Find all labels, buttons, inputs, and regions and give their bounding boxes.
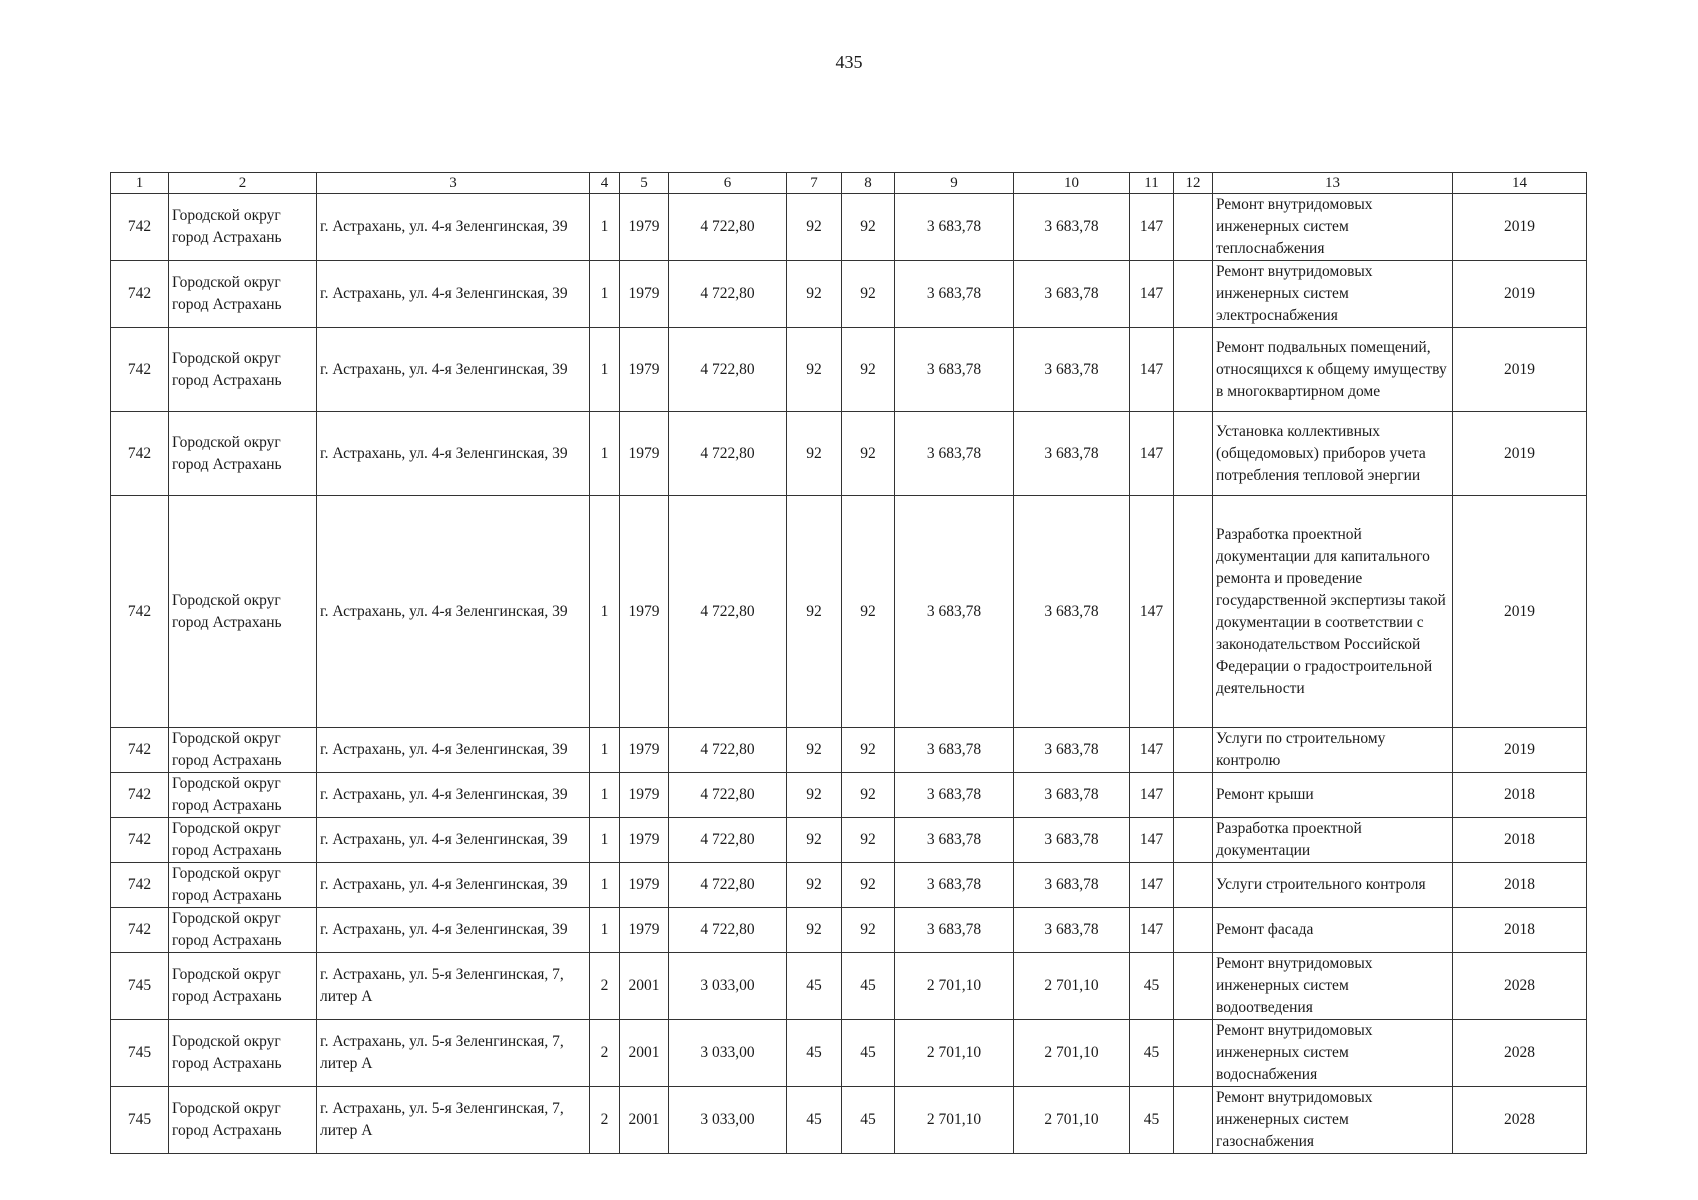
cell-year: 1979	[620, 194, 669, 261]
cell-work-type: Ремонт подвальных помещений, относящихся к общему имуществу в многоквартирном доме	[1213, 328, 1453, 412]
cell-col-8: 92	[842, 728, 895, 773]
cell-year: 1979	[620, 908, 669, 953]
cell-address: г. Астрахань, ул. 4-я Зеленгинская, 39	[317, 496, 590, 728]
cell-planned-year: 2018	[1453, 908, 1587, 953]
cell-col-6: 4 722,80	[669, 412, 787, 496]
cell-municipality: Городской округ город Астрахань	[169, 908, 317, 953]
column-header: 10	[1014, 173, 1130, 194]
cell-municipality: Городской округ город Астрахань	[169, 194, 317, 261]
cell-col-7: 92	[787, 496, 842, 728]
cell-col-4: 2	[590, 1087, 620, 1154]
column-header: 12	[1174, 173, 1213, 194]
cell-col-10: 3 683,78	[1014, 773, 1130, 818]
cell-record-number: 742	[111, 412, 169, 496]
cell-planned-year: 2019	[1453, 728, 1587, 773]
cell-col-11: 45	[1130, 1020, 1174, 1087]
cell-col-12	[1174, 1087, 1213, 1154]
cell-work-type: Разработка проектной документации для капитального ремонта и проведение государственной экспертизы такой документации в соответствии с законодательством Российской Федерации о градостроительной деятельности	[1213, 496, 1453, 728]
cell-record-number: 745	[111, 1020, 169, 1087]
cell-planned-year: 2028	[1453, 1020, 1587, 1087]
column-header: 11	[1130, 173, 1174, 194]
cell-col-7: 92	[787, 194, 842, 261]
cell-col-6: 3 033,00	[669, 953, 787, 1020]
column-header: 13	[1213, 173, 1453, 194]
cell-municipality: Городской округ город Астрахань	[169, 328, 317, 412]
cell-col-7: 92	[787, 908, 842, 953]
table-row	[111, 863, 1587, 908]
column-header: 5	[620, 173, 669, 194]
column-header: 6	[669, 173, 787, 194]
cell-col-4: 2	[590, 953, 620, 1020]
cell-col-6: 3 033,00	[669, 1087, 787, 1154]
cell-address: г. Астрахань, ул. 4-я Зеленгинская, 39	[317, 908, 590, 953]
cell-col-8: 92	[842, 908, 895, 953]
cell-col-10: 3 683,78	[1014, 728, 1130, 773]
capital-repair-table	[110, 172, 1587, 1154]
cell-record-number: 742	[111, 496, 169, 728]
cell-col-9: 3 683,78	[895, 863, 1014, 908]
cell-col-4: 1	[590, 412, 620, 496]
cell-record-number: 742	[111, 908, 169, 953]
cell-municipality: Городской округ город Астрахань	[169, 863, 317, 908]
cell-col-4: 1	[590, 194, 620, 261]
cell-record-number: 742	[111, 773, 169, 818]
cell-col-9: 2 701,10	[895, 953, 1014, 1020]
cell-planned-year: 2018	[1453, 863, 1587, 908]
table-row	[111, 1087, 1587, 1154]
cell-record-number: 742	[111, 728, 169, 773]
cell-col-6: 4 722,80	[669, 773, 787, 818]
cell-address: г. Астрахань, ул. 4-я Зеленгинская, 39	[317, 818, 590, 863]
cell-col-9: 3 683,78	[895, 194, 1014, 261]
cell-municipality: Городской округ город Астрахань	[169, 953, 317, 1020]
cell-col-11: 45	[1130, 1087, 1174, 1154]
table-row	[111, 818, 1587, 863]
cell-planned-year: 2019	[1453, 194, 1587, 261]
cell-col-10: 3 683,78	[1014, 818, 1130, 863]
cell-col-12	[1174, 818, 1213, 863]
cell-col-12	[1174, 908, 1213, 953]
cell-col-12	[1174, 863, 1213, 908]
table-header-row	[111, 173, 1587, 194]
cell-col-9: 3 683,78	[895, 328, 1014, 412]
column-header: 1	[111, 173, 169, 194]
cell-address: г. Астрахань, ул. 4-я Зеленгинская, 39	[317, 773, 590, 818]
cell-record-number: 742	[111, 818, 169, 863]
cell-address: г. Астрахань, ул. 4-я Зеленгинская, 39	[317, 328, 590, 412]
cell-planned-year: 2019	[1453, 412, 1587, 496]
cell-year: 1979	[620, 328, 669, 412]
cell-col-6: 4 722,80	[669, 194, 787, 261]
cell-col-12	[1174, 728, 1213, 773]
cell-municipality: Городской округ город Астрахань	[169, 1087, 317, 1154]
cell-municipality: Городской округ город Астрахань	[169, 261, 317, 328]
column-header: 8	[842, 173, 895, 194]
cell-col-10: 2 701,10	[1014, 1020, 1130, 1087]
cell-col-10: 3 683,78	[1014, 908, 1130, 953]
cell-col-6: 4 722,80	[669, 908, 787, 953]
cell-record-number: 742	[111, 261, 169, 328]
cell-col-11: 147	[1130, 328, 1174, 412]
table-row	[111, 496, 1587, 728]
cell-work-type: Услуги строительного контроля	[1213, 863, 1453, 908]
cell-col-10: 3 683,78	[1014, 328, 1130, 412]
cell-address: г. Астрахань, ул. 5-я Зеленгинская, 7, литер А	[317, 1020, 590, 1087]
cell-col-11: 147	[1130, 773, 1174, 818]
cell-col-8: 92	[842, 412, 895, 496]
cell-planned-year: 2028	[1453, 1087, 1587, 1154]
page-number: 435	[835, 52, 863, 72]
cell-col-11: 147	[1130, 818, 1174, 863]
cell-address: г. Астрахань, ул. 4-я Зеленгинская, 39	[317, 728, 590, 773]
cell-work-type: Ремонт внутридомовых инженерных систем теплоснабжения	[1213, 194, 1453, 261]
cell-work-type: Ремонт внутридомовых инженерных систем электроснабжения	[1213, 261, 1453, 328]
cell-municipality: Городской округ город Астрахань	[169, 1020, 317, 1087]
cell-col-11: 147	[1130, 261, 1174, 328]
cell-record-number: 742	[111, 863, 169, 908]
cell-planned-year: 2019	[1453, 496, 1587, 728]
cell-record-number: 745	[111, 953, 169, 1020]
cell-work-type: Ремонт фасада	[1213, 908, 1453, 953]
cell-municipality: Городской округ город Астрахань	[169, 728, 317, 773]
cell-municipality: Городской округ город Астрахань	[169, 818, 317, 863]
cell-col-4: 1	[590, 818, 620, 863]
column-header: 9	[895, 173, 1014, 194]
cell-col-6: 4 722,80	[669, 863, 787, 908]
cell-col-7: 92	[787, 412, 842, 496]
cell-col-6: 4 722,80	[669, 496, 787, 728]
cell-col-7: 92	[787, 863, 842, 908]
cell-municipality: Городской округ город Астрахань	[169, 412, 317, 496]
cell-col-8: 92	[842, 773, 895, 818]
cell-record-number: 742	[111, 194, 169, 261]
cell-col-4: 1	[590, 496, 620, 728]
cell-col-10: 3 683,78	[1014, 194, 1130, 261]
cell-col-7: 45	[787, 1020, 842, 1087]
cell-year: 1979	[620, 496, 669, 728]
cell-work-type: Услуги по строительному контролю	[1213, 728, 1453, 773]
cell-col-7: 92	[787, 728, 842, 773]
cell-col-8: 45	[842, 1020, 895, 1087]
cell-col-7: 92	[787, 773, 842, 818]
cell-col-4: 2	[590, 1020, 620, 1087]
cell-col-7: 92	[787, 261, 842, 328]
table-row	[111, 412, 1587, 496]
column-header: 2	[169, 173, 317, 194]
cell-col-10: 3 683,78	[1014, 863, 1130, 908]
cell-planned-year: 2018	[1453, 773, 1587, 818]
cell-col-9: 3 683,78	[895, 773, 1014, 818]
cell-year: 2001	[620, 1087, 669, 1154]
cell-col-8: 92	[842, 328, 895, 412]
table-row	[111, 773, 1587, 818]
cell-col-7: 92	[787, 818, 842, 863]
cell-col-8: 45	[842, 1087, 895, 1154]
table-row	[111, 953, 1587, 1020]
cell-col-9: 3 683,78	[895, 412, 1014, 496]
cell-col-8: 92	[842, 496, 895, 728]
cell-year: 1979	[620, 728, 669, 773]
cell-year: 2001	[620, 1020, 669, 1087]
table-row	[111, 328, 1587, 412]
cell-col-4: 1	[590, 261, 620, 328]
cell-record-number: 742	[111, 328, 169, 412]
cell-planned-year: 2019	[1453, 261, 1587, 328]
cell-col-7: 45	[787, 953, 842, 1020]
cell-year: 1979	[620, 261, 669, 328]
cell-col-8: 92	[842, 818, 895, 863]
cell-col-12	[1174, 328, 1213, 412]
cell-col-9: 3 683,78	[895, 261, 1014, 328]
table-row	[111, 728, 1587, 773]
cell-year: 1979	[620, 412, 669, 496]
cell-municipality: Городской округ город Астрахань	[169, 496, 317, 728]
cell-col-9: 3 683,78	[895, 496, 1014, 728]
cell-address: г. Астрахань, ул. 4-я Зеленгинская, 39	[317, 412, 590, 496]
cell-col-12	[1174, 261, 1213, 328]
cell-col-12	[1174, 953, 1213, 1020]
column-header: 4	[590, 173, 620, 194]
cell-planned-year: 2028	[1453, 953, 1587, 1020]
cell-year: 1979	[620, 773, 669, 818]
column-header: 14	[1453, 173, 1587, 194]
cell-col-10: 2 701,10	[1014, 953, 1130, 1020]
cell-col-9: 2 701,10	[895, 1087, 1014, 1154]
cell-col-12	[1174, 194, 1213, 261]
cell-col-9: 3 683,78	[895, 818, 1014, 863]
cell-col-11: 45	[1130, 953, 1174, 1020]
cell-col-6: 4 722,80	[669, 818, 787, 863]
cell-year: 1979	[620, 863, 669, 908]
cell-col-8: 92	[842, 194, 895, 261]
cell-col-7: 45	[787, 1087, 842, 1154]
cell-col-7: 92	[787, 328, 842, 412]
cell-record-number: 745	[111, 1087, 169, 1154]
cell-col-10: 3 683,78	[1014, 496, 1130, 728]
table-body	[111, 194, 1587, 1154]
cell-col-11: 147	[1130, 908, 1174, 953]
cell-col-4: 1	[590, 328, 620, 412]
cell-col-10: 3 683,78	[1014, 412, 1130, 496]
column-header: 3	[317, 173, 590, 194]
cell-work-type: Установка коллективных (общедомовых) приборов учета потребления тепловой энергии	[1213, 412, 1453, 496]
cell-col-12	[1174, 412, 1213, 496]
cell-col-4: 1	[590, 773, 620, 818]
cell-col-8: 45	[842, 953, 895, 1020]
cell-work-type: Ремонт внутридомовых инженерных систем водоотведения	[1213, 953, 1453, 1020]
cell-col-11: 147	[1130, 194, 1174, 261]
cell-col-11: 147	[1130, 412, 1174, 496]
table-row	[111, 1020, 1587, 1087]
cell-col-6: 3 033,00	[669, 1020, 787, 1087]
cell-municipality: Городской округ город Астрахань	[169, 773, 317, 818]
cell-col-12	[1174, 773, 1213, 818]
cell-col-4: 1	[590, 908, 620, 953]
cell-work-type: Ремонт внутридомовых инженерных систем газоснабжения	[1213, 1087, 1453, 1154]
cell-address: г. Астрахань, ул. 5-я Зеленгинская, 7, литер А	[317, 953, 590, 1020]
cell-address: г. Астрахань, ул. 4-я Зеленгинская, 39	[317, 261, 590, 328]
cell-work-type: Разработка проектной документации	[1213, 818, 1453, 863]
cell-col-6: 4 722,80	[669, 328, 787, 412]
cell-year: 1979	[620, 818, 669, 863]
column-header: 7	[787, 173, 842, 194]
cell-col-9: 3 683,78	[895, 908, 1014, 953]
cell-address: г. Астрахань, ул. 4-я Зеленгинская, 39	[317, 194, 590, 261]
cell-col-12	[1174, 1020, 1213, 1087]
cell-col-11: 147	[1130, 496, 1174, 728]
cell-year: 2001	[620, 953, 669, 1020]
cell-col-6: 4 722,80	[669, 728, 787, 773]
cell-address: г. Астрахань, ул. 4-я Зеленгинская, 39	[317, 863, 590, 908]
cell-col-6: 4 722,80	[669, 261, 787, 328]
cell-planned-year: 2019	[1453, 328, 1587, 412]
cell-work-type: Ремонт крыши	[1213, 773, 1453, 818]
cell-address: г. Астрахань, ул. 5-я Зеленгинская, 7, литер А	[317, 1087, 590, 1154]
cell-work-type: Ремонт внутридомовых инженерных систем водоснабжения	[1213, 1020, 1453, 1087]
cell-col-11: 147	[1130, 863, 1174, 908]
cell-col-9: 2 701,10	[895, 1020, 1014, 1087]
cell-col-12	[1174, 496, 1213, 728]
cell-planned-year: 2018	[1453, 818, 1587, 863]
cell-col-10: 3 683,78	[1014, 261, 1130, 328]
cell-col-4: 1	[590, 728, 620, 773]
cell-col-4: 1	[590, 863, 620, 908]
cell-col-8: 92	[842, 863, 895, 908]
cell-col-9: 3 683,78	[895, 728, 1014, 773]
cell-col-8: 92	[842, 261, 895, 328]
table-row	[111, 261, 1587, 328]
cell-col-11: 147	[1130, 728, 1174, 773]
cell-col-10: 2 701,10	[1014, 1087, 1130, 1154]
table-row	[111, 194, 1587, 261]
table-row	[111, 908, 1587, 953]
